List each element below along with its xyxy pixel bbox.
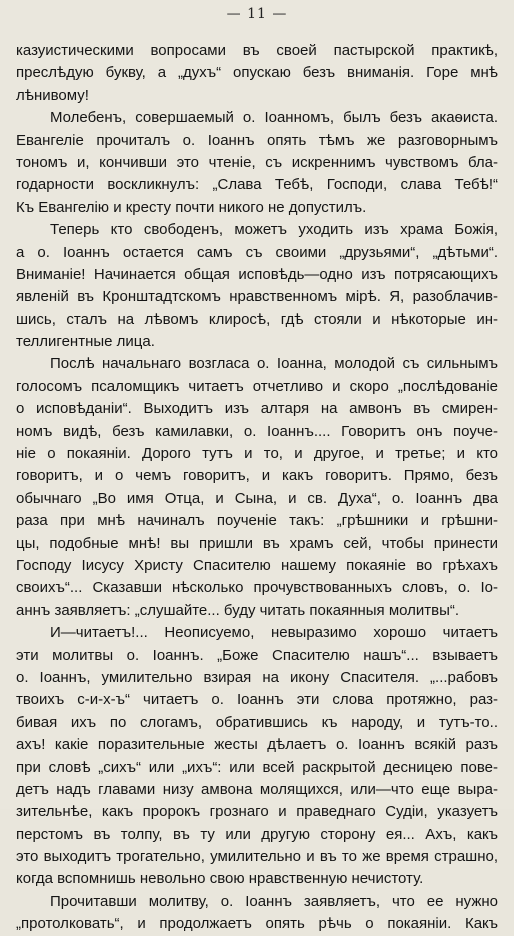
text-line: шись, сталъ на лѣвомъ клиросѣ, гдѣ стояли и нѣкоторые ин- <box>16 310 498 328</box>
text-line: лѣнивому! <box>16 86 89 104</box>
text-line: обычнаго „Во имя Отца, и Сына, и св. Духа“, о. Іоаннъ два <box>16 489 498 507</box>
text-line: говоритъ, и о чемъ говоритъ, и какъ говоритъ. Прямо, безъ <box>16 467 498 485</box>
text-line: Къ Евангелію и кресту почти никого не допустилъ. <box>16 198 367 216</box>
text-line: о исповѣданіи“. Выходитъ изъ алтаря на амвонъ въ смирен- <box>16 400 498 418</box>
text-line: зительнѣе, какъ пророкъ грознаго и праведнаго Судіи, указуетъ <box>16 803 498 821</box>
text-line: явленій въ Кронштадтскомъ нравственномъ мірѣ. Я, разоблачив- <box>16 288 498 306</box>
text-line: при словѣ „сихъ“ или „ихъ“: или всей раскрытой десницею пове- <box>16 758 498 776</box>
text-line: тономъ и, кончивши это чтеніе, съ искреннимъ чувствомъ бла- <box>16 153 498 171</box>
text-line: преслѣдую букву, а „духъ“ опускаю безъ вниманія. Горе мнѣ <box>16 64 498 82</box>
text-line: Евангеліе прочиталъ о. Іоаннъ опять тѣмъ же разговорнымъ <box>16 131 498 149</box>
text-line: перстомъ въ толпу, въ ту или другую сторону ея... Ахъ, какъ <box>16 825 498 843</box>
text-line: Прочитавши молитву, о. Іоаннъ заявляетъ, что ее нужно <box>50 892 498 910</box>
text-line: о. Іоаннъ, умилительно взирая на икону Спасителя. „...рабовъ <box>16 668 498 686</box>
text-line: бивая ихъ по слогамъ, обратившись къ народу, и тутъ-то.. <box>16 713 498 731</box>
text-line: раза при мнѣ начиналъ поученіе такъ: „грѣшники и грѣшни- <box>16 512 498 530</box>
text-line: ніе о покаяніи. Дорого тутъ и то, и другое, и третье; и кто <box>16 445 498 463</box>
text-line: „протолковать“, и продолжаетъ опять рѣчь о покаяніи. Какъ <box>16 915 498 933</box>
text-line: аннъ заявляетъ: „слушайте... буду читать покаянныя молитвы“. <box>16 601 460 619</box>
text-line: это выходитъ трогательно, умилительно и въ то же время страшно, <box>16 848 498 866</box>
text-line: когда вспомнишь невольно свою нравственную нечистоту. <box>16 870 424 888</box>
text-line: Послѣ начальнаго возгласа о. Іоанна, молодой съ сильнымъ <box>50 355 498 373</box>
text-line: теллигентные лица. <box>16 333 155 351</box>
text-line: номъ видѣ, безъ камилавки, о. Іоаннъ.... Говоритъ онъ поуче- <box>16 422 498 440</box>
text-line: годарности воскликнулъ: „Слава Тебѣ, Господи, слава Тебѣ!“ <box>16 176 498 194</box>
text-line: голосомъ псаломщикъ читаетъ отчетливо и скоро „послѣдованіе <box>16 377 498 395</box>
text-line: Теперь кто свободенъ, можетъ уходить изъ храма Божія, <box>50 221 498 239</box>
text-line: а о. Іоаннъ остается самъ съ своими „друзьями“, „дѣтьми“. <box>16 243 498 261</box>
text-line: твоихъ с-и-х-ъ“ читаетъ о. Іоаннъ эти слова протяжно, раз- <box>16 691 498 709</box>
page-number: — 11 — <box>226 6 288 22</box>
text-line: цы, подобные мнѣ! вы пришли въ храмъ сей, чтобы принести <box>16 534 498 552</box>
text-line: своихъ“... Сказавши нѣсколько прочувствованныхъ словъ, о. Іо- <box>16 579 498 597</box>
text-line: Вниманіе! Начинается общая исповѣдь—одно изъ потрясающихъ <box>16 265 498 283</box>
body-text <box>16 40 498 936</box>
text-line: казуистическими вопросами въ своей пастырской практикѣ, <box>16 42 498 59</box>
text-line: Господу Іисусу Христу Спасителю нашему покаяніе во грѣхахъ <box>16 556 498 574</box>
text-line: Молебенъ, совершаемый о. Іоанномъ, былъ безъ акаѳиста. <box>50 109 498 127</box>
text-line: эти молитвы о. Іоаннъ. „Боже Спасителю нашъ“... взываетъ <box>16 646 498 664</box>
text-line: ахъ! какіе поразительные жесты дѣлаетъ о. Іоаннъ всякій разъ <box>16 736 498 754</box>
text-line: детъ надъ главами низу амвона молящихся, или—что еще выра- <box>16 780 498 798</box>
text-line: И—читаетъ!... Неописуемо, невыразимо хорошо читаетъ <box>50 624 498 642</box>
